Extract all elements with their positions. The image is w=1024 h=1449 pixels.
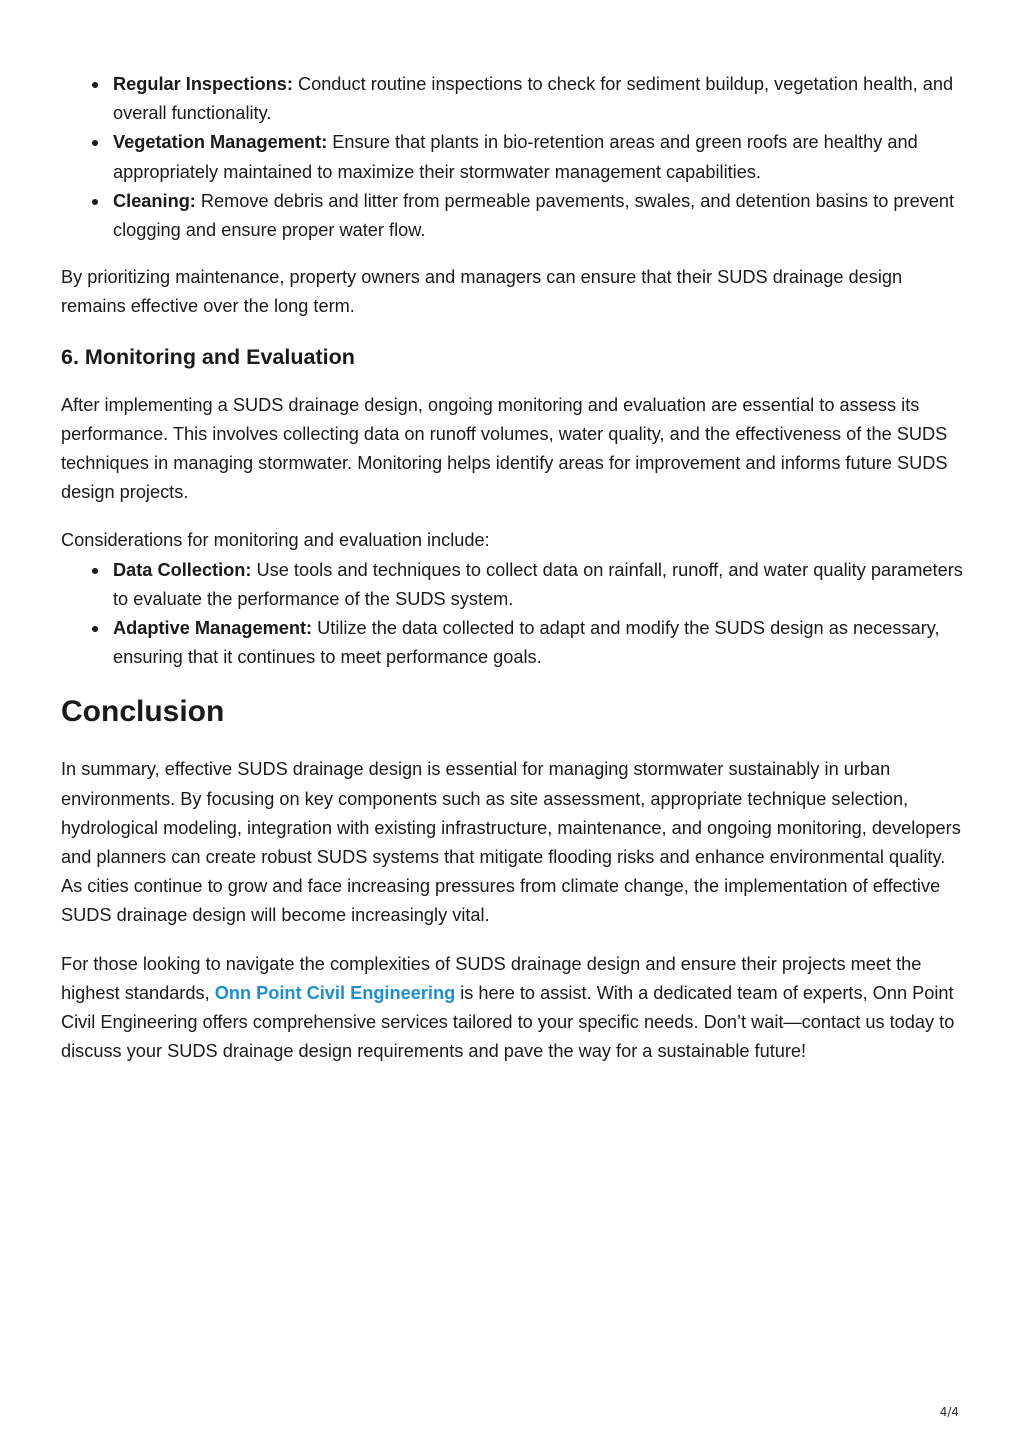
list-item-lead: Cleaning: — [113, 190, 196, 211]
maintenance-list — [61, 70, 966, 245]
list-item-text: Use tools and techniques to collect data on rainfall, runoff, and water quality parameters to evaluate the performance of the SUDS system. — [113, 559, 963, 609]
cta-text-after: is here to assist. With a dedicated team of experts, Onn Point Civil Engineering offers comprehensive services tailored to your specific needs. Don’t wait—contact us today to discuss your SUDS drainage design requirements and pave the way for a sustainable future! — [61, 982, 955, 1062]
cta-text-before: For those looking to navigate the complexities of SUDS drainage design and ensure their projects meet the highest standards, — [61, 953, 922, 1003]
list-item-lead: Adaptive Management: — [113, 618, 313, 639]
considerations-text: Considerations for monitoring and evaluation include: — [61, 530, 490, 551]
document-page — [61, 70, 966, 1066]
list-item — [113, 70, 966, 128]
list-item-lead: Data Collection: — [113, 559, 252, 580]
maintenance-summary: By prioritizing maintenance, property owners and managers can ensure that their SUDS drainage design remains effective over the long term. — [61, 267, 903, 317]
list-item — [113, 556, 966, 614]
monitoring-list — [61, 556, 966, 673]
list-item — [113, 187, 966, 245]
conclusion-cta — [61, 950, 966, 1067]
page-number: 4/4 — [939, 1405, 959, 1419]
conclusion-heading: Conclusion — [61, 695, 225, 729]
company-link[interactable]: Onn Point Civil Engineering — [214, 982, 456, 1003]
list-item-lead: Vegetation Management: — [113, 132, 328, 153]
list-item-text: Conduct routine inspections to check for sediment buildup, vegetation health, and overall functionality. — [113, 74, 954, 124]
list-item-text: Utilize the data collected to adapt and modify the SUDS design as necessary, ensuring that it continues to meet performance goals. — [113, 618, 940, 668]
section-heading: 6. Monitoring and Evaluation — [61, 344, 355, 369]
list-item — [113, 128, 966, 186]
list-item-text: Ensure that plants in bio-retention areas and green roofs are healthy and appropriately maintained to maximize their stormwater management capabilities. — [113, 132, 918, 182]
conclusion-summary: In summary, effective SUDS drainage design is essential for managing stormwater sustainably in urban environments. By focusing on key components such as site assessment, appropriate technique selection, hydrological modeling, integration with existing infrastructure, maintenance, and ongoing monitoring, developers and planners can create robust SUDS systems that mitigate flooding risks and enhance environmental quality. As cities continue to grow and face increasing pressures from climate change, the implementation of effective SUDS drainage design will become increasingly vital. — [61, 759, 961, 926]
section-intro: After implementing a SUDS drainage design, ongoing monitoring and evaluation are essential to assess its performance. This involves collecting data on runoff volumes, water quality, and the effectiveness of the SUDS techniques in managing stormwater. Monitoring helps identify areas for improvement and informs future SUDS design projects. — [61, 394, 948, 503]
list-item-text: Remove debris and litter from permeable pavements, swales, and detention basins to prevent clogging and ensure proper water flow. — [113, 190, 955, 241]
list-item — [113, 614, 966, 672]
list-item-lead: Regular Inspections: — [113, 74, 293, 94]
